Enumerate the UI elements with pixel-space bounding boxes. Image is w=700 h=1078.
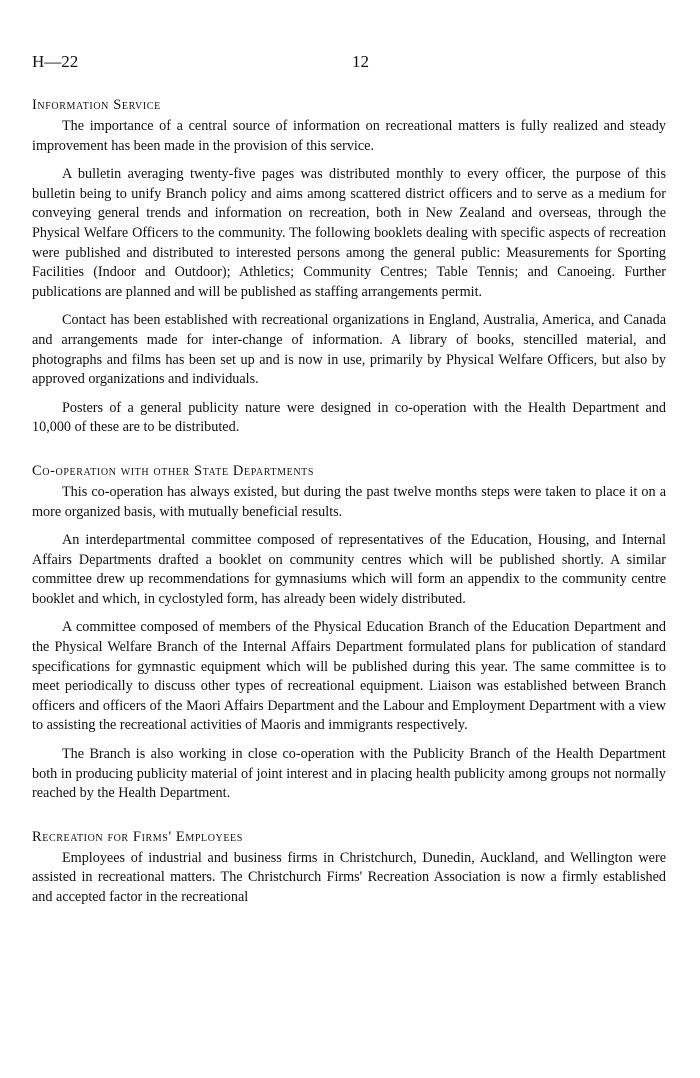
paragraph: This co-operation has always existed, but during the past twelve months steps were taken to place it on a more organized basis, with mutually beneficial results. bbox=[32, 483, 666, 520]
section-heading: Co-operation with other State Departments bbox=[32, 462, 315, 479]
paragraph: The importance of a central source of information on recreational matters is fully realized and steady improvement has been made in the provision of this service. bbox=[32, 118, 666, 154]
paragraph: A committee composed of members of the Physical Education Branch of the Education Department and the Physical Welfare Branch of the Internal Affairs Department formulated plans for publication of standard specifications for gymnastic equipment which will be published during this year. The same committee is to meet periodically to discuss other types of recreational equipment. Liaison was established between Branch officers and officers of the Maori Affairs Department and the Labour and Employment Department with a view to assisting the recreational activities of Maoris and immigrants respectively. bbox=[32, 619, 666, 734]
document-reference: H—22 bbox=[32, 52, 79, 71]
paragraph: A bulletin averaging twenty-five pages was distributed monthly to every officer, the purpose of this bulletin being to unify Branch policy and aims among scattered district officers and to serve as a medium for conveying general trends and information on recreation, both in New Zealand and overseas, through the Physical Welfare Officers to the community. The following booklets dealing with specific aspects of recreation were published and distributed to interested persons among the general public: Measurements for Sporting Facilities (Indoor and Outdoor); Athletics; Community Centres; Table Tennis; and Canoeing. Further publications are planned and will be published as staffing arrangements permit. bbox=[32, 166, 666, 300]
page-header bbox=[32, 52, 668, 78]
section-heading: Recreation for Firms' Employees bbox=[32, 828, 243, 845]
paragraph: The Branch is also working in close co-operation with the Publicity Branch of the Health Department both in producing publicity material of joint interest and in placing health publicity among groups not normally reached by the Health Department. bbox=[32, 746, 666, 802]
page-body bbox=[32, 96, 666, 917]
paragraph: Posters of a general publicity nature were designed in co-operation with the Health Department and 10,000 of these are to be distributed. bbox=[32, 399, 666, 436]
section-co-operation bbox=[32, 462, 666, 804]
section-heading: Information Service bbox=[32, 97, 161, 113]
paragraph: Employees of industrial and business firms in Christchurch, Dunedin, Auckland, and Wellington were assisted in recreational matters. The Christchurch Firms' Recreation Association is now a firmly established and accepted factor in the recreational bbox=[32, 849, 666, 905]
page-number: 12 bbox=[352, 52, 369, 71]
section-information-service bbox=[32, 96, 666, 438]
section-recreation-firms bbox=[32, 828, 666, 908]
paragraph: An interdepartmental committee composed of representatives of the Education, Housing, and Internal Affairs Departments drafted a booklet on community centres which will be published shortly. A similar committee drew up recommendations for gymnasiums which will form an appendix to the community centre booklet and which, in cyclostyled form, has already been widely distributed. bbox=[32, 532, 666, 607]
paragraph: Contact has been established with recreational organizations in England, Australia, America, and Canada and arrangements made for inter-change of information. A library of books, stencilled material, and photographs and films has been set up and is now in use, primarily by Physical Welfare Officers, but also by approved organizations and individuals. bbox=[32, 312, 666, 388]
